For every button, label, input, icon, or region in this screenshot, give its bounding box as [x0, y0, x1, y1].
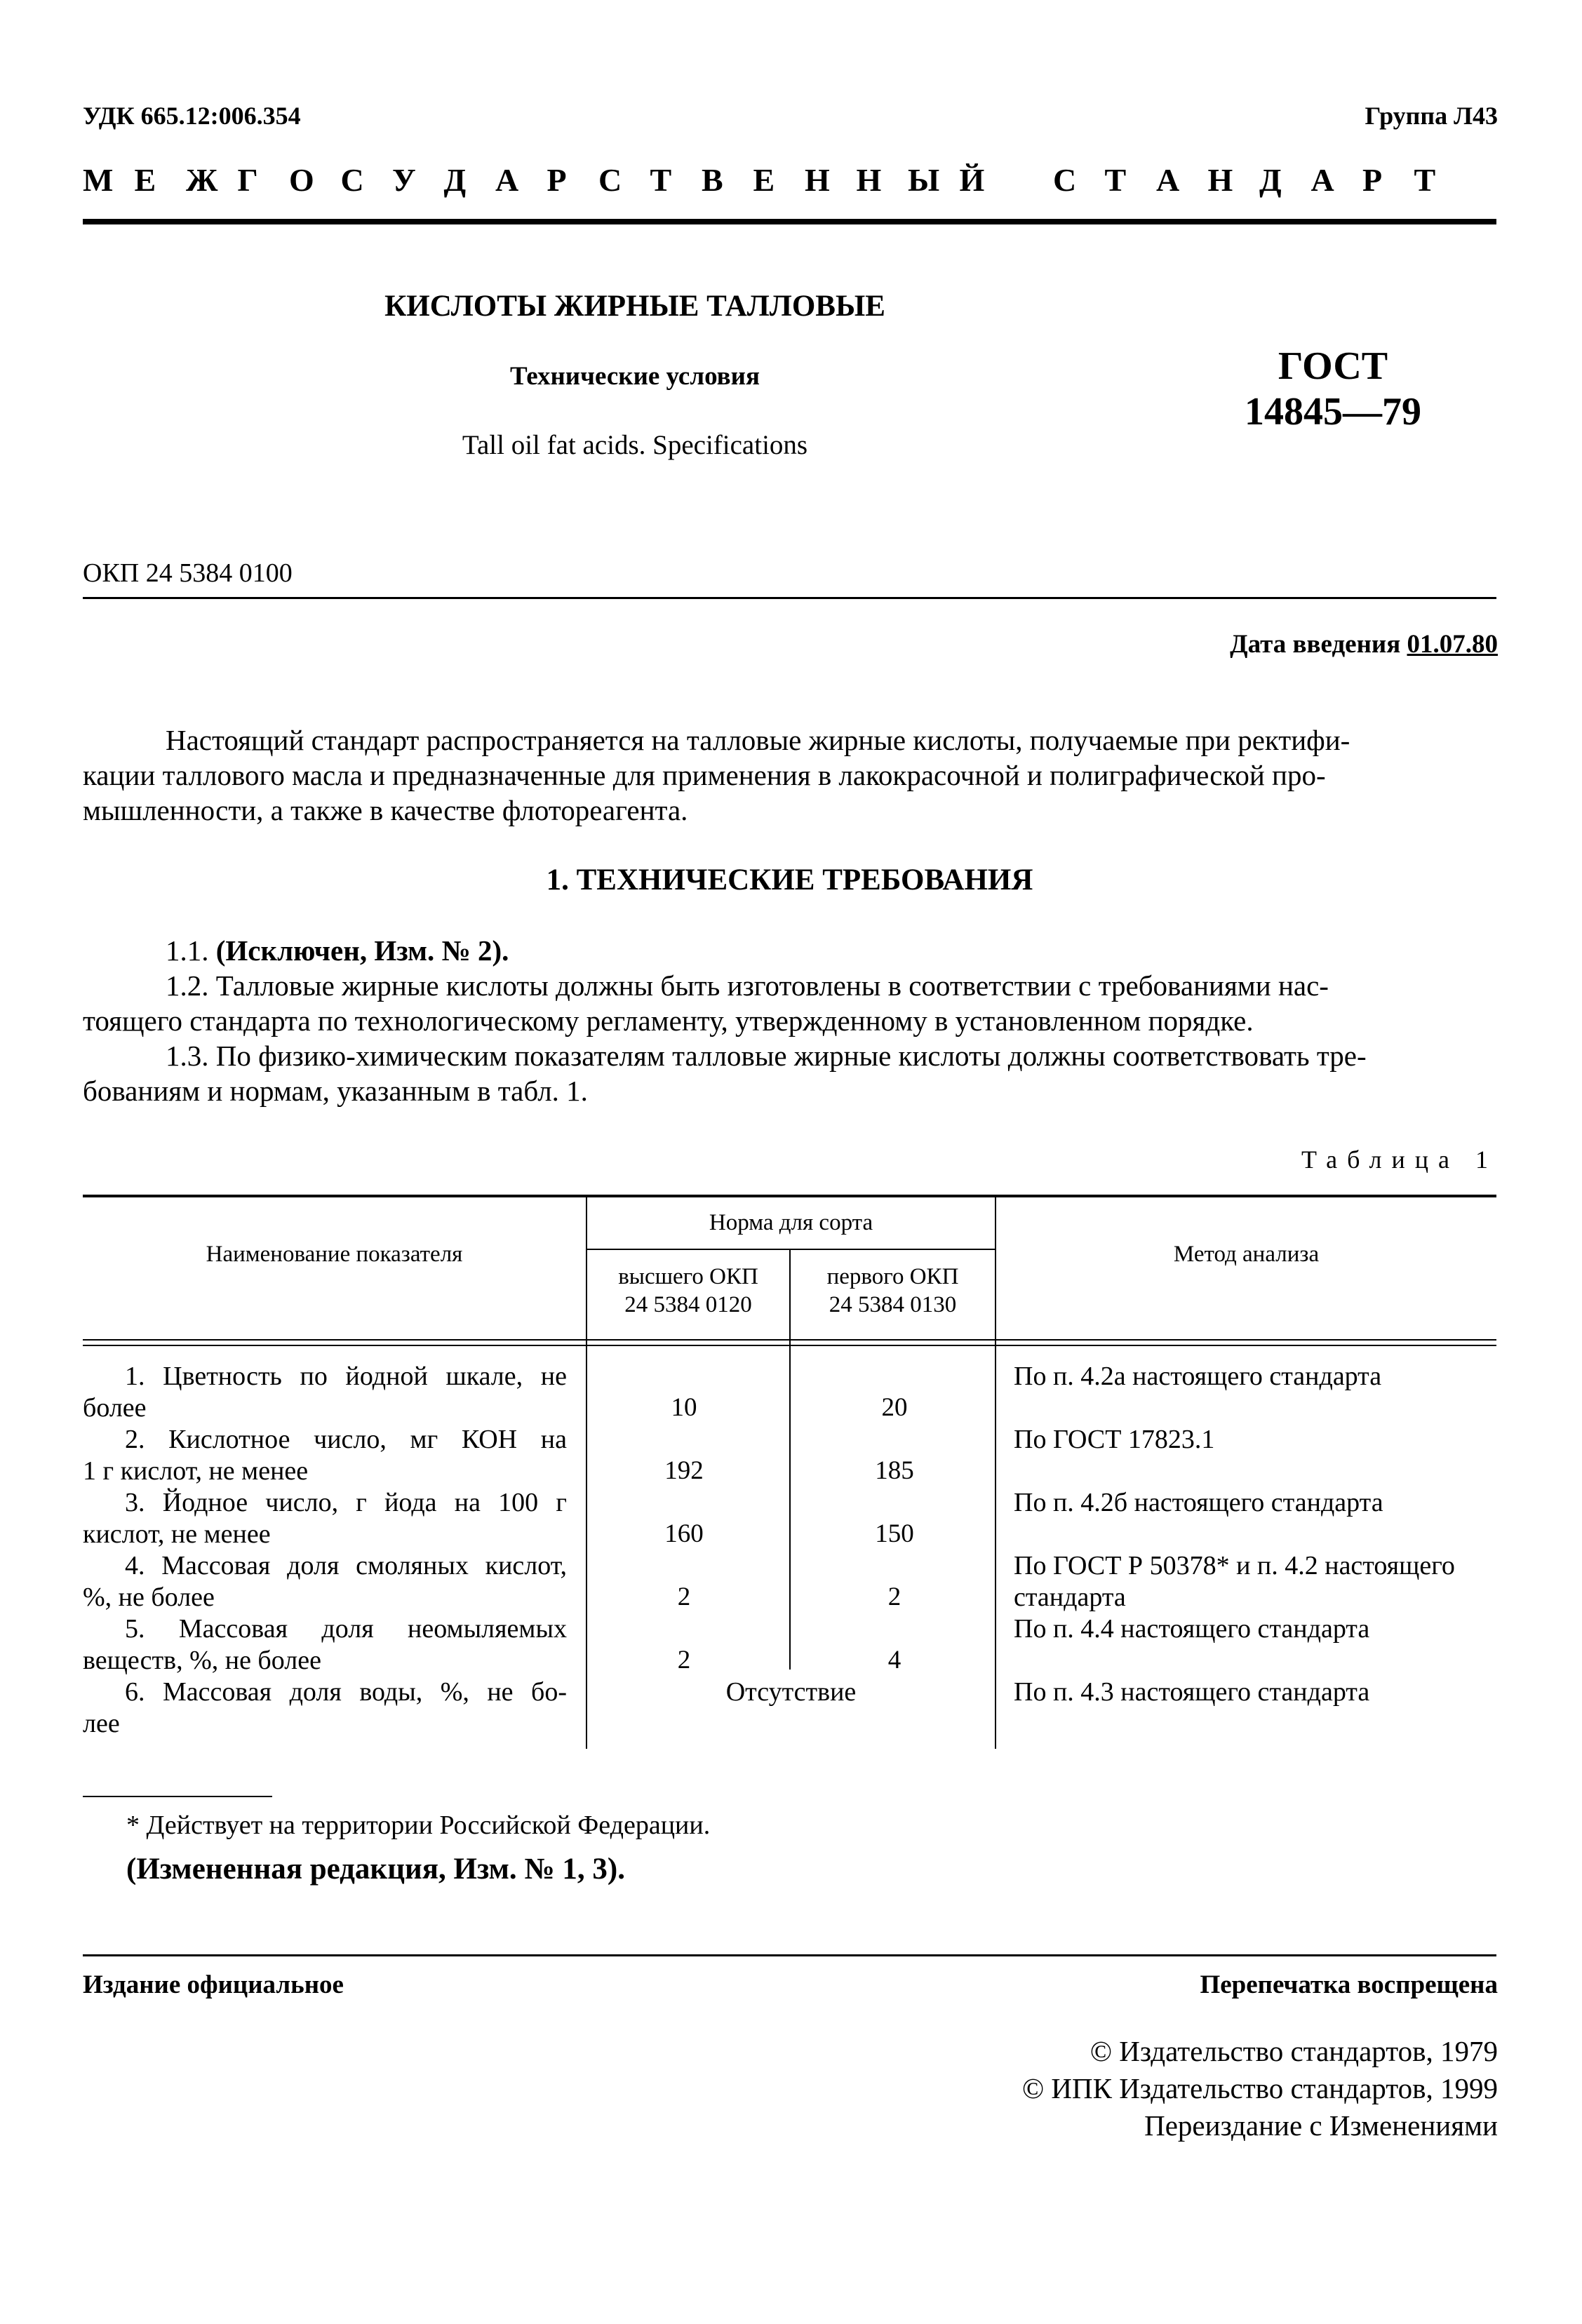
banner-letter: Е: [134, 162, 156, 198]
header-line: высшего ОКП: [618, 1264, 758, 1289]
indicator-name-line: 3. Йодное число, г йода на 100 г: [125, 1488, 567, 1517]
section-paragraphs: [83, 933, 1496, 1108]
indicator-name: [83, 1487, 567, 1550]
indicator-name: [83, 1677, 567, 1740]
copyright-1979: © Издательство стандартов, 1979: [1090, 2035, 1498, 2067]
doc-subtitle: Технические условия: [510, 362, 760, 391]
column-header-method: Метод анализа: [1173, 1242, 1320, 1267]
paragraph-1-2-line: тоящего стандарта по технологическому регламенту, утвержденному в установленном порядке.: [83, 1005, 1254, 1037]
bottom-rule: [83, 1954, 1496, 1956]
method-line: По п. 4.3 настоящего стандарта: [1014, 1677, 1370, 1707]
intro-paragraph: [83, 723, 1496, 828]
header-line: 24 5384 0130: [829, 1292, 957, 1317]
gost-number: 14845—79: [1245, 390, 1421, 434]
effective-date: [1230, 629, 1498, 659]
norm-high-value: 2: [677, 1646, 691, 1674]
norm-first-value: 4: [887, 1646, 901, 1674]
banner-letter: Н: [805, 162, 830, 198]
norm-high-value: 160: [664, 1519, 704, 1548]
doc-title: КИСЛОТЫ ЖИРНЫЕ ТАЛЛОВЫЕ: [384, 290, 885, 323]
paragraph-1-3-line: бованиям и нормам, указанным в табл. 1.: [83, 1075, 588, 1107]
header-rule: [83, 219, 1496, 224]
banner-letter: Г: [237, 162, 258, 198]
indicator-name-line: 1 г кислот, не менее: [83, 1456, 309, 1486]
indicator-name-line: веществ, %, не более: [83, 1646, 321, 1675]
indicator-name-line: 2. Кислотное число, мг КОН на: [125, 1425, 567, 1454]
gost-label: ГОСТ: [1278, 344, 1388, 388]
header-line: первого ОКП: [826, 1264, 959, 1289]
norm-high-value: 10: [671, 1393, 697, 1422]
date-label: Дата введения: [1230, 630, 1401, 659]
banner-letter: Е: [753, 162, 775, 198]
indicator-name-line: более: [83, 1393, 147, 1423]
table-caption: Таблица 1: [1301, 1146, 1498, 1174]
banner-letter: Т: [1104, 162, 1127, 198]
copyright-1999: © ИПК Издательство стандартов, 1999: [1021, 2072, 1498, 2104]
method-line: По п. 4.4 настоящего стандарта: [1014, 1614, 1370, 1644]
norm-first-value: 20: [881, 1393, 908, 1422]
okp-rule: [83, 597, 1496, 599]
banner-letter: Т: [650, 162, 672, 198]
norm-first-value: 2: [887, 1583, 901, 1611]
method-cell: [1014, 1361, 1498, 1392]
banner-letter: В: [702, 162, 723, 198]
method-cell: [1014, 1424, 1498, 1456]
intro-line: мышленности, а также в качестве флотореагента.: [83, 794, 688, 826]
method-line: По п. 4.2б настоящего стандарта: [1014, 1488, 1383, 1517]
banner-letter: С: [340, 162, 364, 198]
method-cell: [1014, 1677, 1498, 1708]
indicator-name-line: 4. Массовая доля смоляных кислот,: [125, 1551, 567, 1580]
method-line: По п. 4.2а настоящего стандарта: [1014, 1362, 1382, 1391]
banner-letter: Ж: [186, 162, 218, 198]
banner-letter: У: [392, 162, 416, 198]
paragraph-1-3-line: 1.3. По физико-химическим показателям талловые жирные кислоты должны соответствовать тре-: [166, 1040, 1367, 1072]
paragraph-text: (Исключен, Изм. № 2).: [215, 934, 509, 967]
okp-code: ОКП 24 5384 0100: [83, 558, 293, 588]
indicator-name: [83, 1424, 567, 1487]
section-heading: 1. ТЕХНИЧЕСКИЕ ТРЕБОВАНИЯ: [546, 864, 1033, 896]
banner-letter: Р: [1362, 162, 1383, 198]
column-header-name: Наименование показателя: [206, 1242, 463, 1267]
method-cell: [1014, 1613, 1498, 1645]
date-value: 01.07.80: [1407, 630, 1498, 659]
method-cell: [1014, 1487, 1498, 1519]
norm-high-value: 192: [664, 1456, 704, 1485]
indicator-name-line: %, не более: [83, 1583, 215, 1612]
banner-letter: Н: [1207, 162, 1233, 198]
footnote: * Действует на территории Российской Федерации.: [126, 1811, 711, 1840]
indicator-name-line: 6. Массовая доля воды, %, не бо-: [125, 1677, 567, 1707]
intro-line: кации таллового масла и предназначенные для применения в лакокрасочной и полиграфической про-: [83, 759, 1326, 791]
method-line: По ГОСТ 17823.1: [1014, 1425, 1215, 1454]
header-line: 24 5384 0120: [624, 1292, 752, 1317]
indicator-name-line: 5. Массовая доля неомыляемых: [125, 1614, 567, 1644]
banner-letter: С: [1053, 162, 1077, 198]
indicator-name: [83, 1550, 567, 1613]
banner-letter: М: [83, 162, 114, 198]
reprint-notice: Перепечатка воспрещена: [1200, 1970, 1498, 1999]
paragraph-1-2-line: 1.2. Талловые жирные кислоты должны быть изготовлены в соответствии с требованиями нас-: [166, 969, 1329, 1002]
banner-letter: Ы: [908, 162, 940, 198]
table-subhead-rule: [586, 1249, 996, 1250]
table-column-divider: [995, 1195, 996, 1749]
udk-code: УДК 665.12:006.354: [83, 102, 301, 130]
table-top-rule: [83, 1195, 1496, 1197]
banner-letter: А: [1156, 162, 1180, 198]
banner-letter: Т: [1414, 162, 1436, 198]
method-line: стандарта: [1014, 1583, 1126, 1612]
paragraph-number: 1.1.: [166, 934, 209, 967]
indicator-name-line: кислот, не менее: [83, 1519, 271, 1549]
banner-letter: Й: [959, 162, 985, 198]
official-edition: Издание официальное: [83, 1970, 344, 1999]
banner-letter: О: [289, 162, 314, 198]
doc-english-title: Tall oil fat acids. Specifications: [462, 430, 808, 460]
amendment-note: (Измененная редакция, Изм. № 1, 3).: [126, 1853, 625, 1886]
method-cell: [1014, 1550, 1498, 1613]
norm-first-value: 185: [875, 1456, 914, 1485]
reissue-note: Переиздание с Изменениями: [1144, 2109, 1498, 2142]
indicator-name-line: лее: [83, 1709, 120, 1738]
column-header-first: [791, 1263, 995, 1319]
footnote-rule: [83, 1796, 272, 1797]
method-line: По ГОСТ Р 50378* и п. 4.2 настоящего: [1014, 1551, 1455, 1580]
indicator-name: [83, 1613, 567, 1677]
indicator-name-line: 1. Цветность по йодной шкале, не: [125, 1362, 567, 1391]
group-code: Группа Л43: [1365, 102, 1498, 130]
norm-merged-value: Отсутствие: [725, 1677, 857, 1707]
indicator-name: [83, 1361, 567, 1424]
banner-letter: А: [495, 162, 519, 198]
column-header-high: [587, 1263, 789, 1319]
banner-letter: Д: [1259, 162, 1282, 198]
banner-letter: Р: [547, 162, 567, 198]
norm-high-value: 2: [677, 1583, 691, 1611]
banner-letter: Д: [443, 162, 467, 198]
norm-first-value: 150: [875, 1519, 914, 1548]
paragraph-1-1: [83, 933, 1496, 968]
intro-line: Настоящий стандарт распространяется на талловые жирные кислоты, получаемые при ректифи-: [166, 724, 1350, 756]
column-header-norm: Норма для сорта: [709, 1210, 873, 1235]
banner-letter: Н: [856, 162, 882, 198]
banner-letter: А: [1310, 162, 1334, 198]
banner-letter: С: [598, 162, 622, 198]
